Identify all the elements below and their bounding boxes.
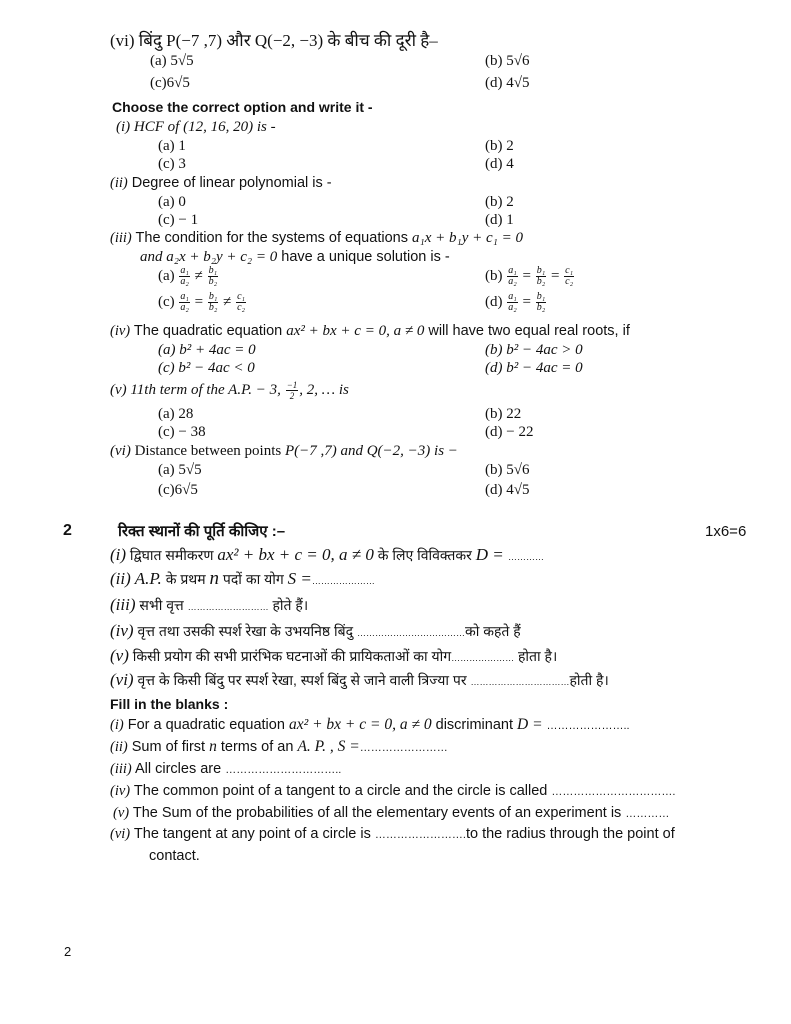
english-fill-iii <box>110 760 341 779</box>
english-fill-ii-math: n <box>209 738 217 755</box>
mcq-v-option-a: (a) 28 <box>158 406 194 422</box>
mcq-iii-option-a-label: (a) <box>158 267 175 284</box>
mcq-iii-option-c: (c) $\frac{\text{a₁}}{\text{a₂}}$ = $\frac{\text{b₁}}{\text{b₂}}$ ≠ $\frac{\text{c₁}}{\text{c₂}}$ <box>158 291 245 313</box>
english-fill-vi-continuation: contact. <box>149 848 200 864</box>
hindi-fill-ii-text2: पदों का योग <box>219 571 288 587</box>
mcq-v-option-c: (c) − 38 <box>158 424 206 440</box>
hindi-fill-iv-label: (iv) <box>110 621 134 640</box>
english-fill-ii-math2: A. P. , S = <box>297 738 360 755</box>
mcq-v-frac-den: 2 <box>289 391 295 401</box>
english-fill-iii-label: (iii) <box>110 761 132 777</box>
english-fill-v-blank[interactable]: ………… <box>625 808 670 820</box>
hindi-fill-vi <box>110 671 609 691</box>
english-fill-iv <box>110 782 675 801</box>
hindi-question-vi-stem: (vi) बिंदु P(−7 ,7) और Q(−2, −3) के बीच की दूरी है– <box>110 31 438 50</box>
english-fill-ii-label: (ii) <box>110 739 128 755</box>
mcq-iii-option-b: (b) $\frac{\text{a₁}}{\text{a₂}}$ = $\frac{\text{b₁}}{\text{b₂}}$ = $\frac{\text{c₁}}{\text{c₂}}$ <box>485 265 574 287</box>
english-fill-iii-blank[interactable]: ………………………….. <box>225 764 342 776</box>
question-2-marks: 1x6=6 <box>705 523 747 540</box>
english-fill-v-text: The Sum of the probabilities of all the elementary events of an experiment is <box>129 805 626 821</box>
question-2-number: 2 <box>63 522 72 539</box>
hindi-q-vi-option-a: (a) 5√5 <box>150 53 194 69</box>
hindi-fill-iv <box>110 622 521 642</box>
hindi-fill-vi-text2: होती है। <box>569 672 609 688</box>
hindi-fill-ii-blank[interactable]: ………………… <box>311 576 375 586</box>
hindi-fill-i-text: द्विघात समीकरण <box>126 547 218 563</box>
mcq-iv-stem <box>110 322 630 340</box>
mcq-iii-and: and <box>140 249 167 265</box>
fill-blanks-english-heading: Fill in the blanks : <box>110 696 229 712</box>
mcq-iii-text: The condition for the systems of equations <box>131 230 412 246</box>
hindi-fill-v-label: (v) <box>110 646 129 665</box>
english-fill-i-math2: D = <box>517 716 547 733</box>
hindi-q-vi-option-b: (b) 5√6 <box>485 53 530 69</box>
hindi-fill-iv-text: वृत्त तथा उसकी स्पर्श रेखा के उभयनिष्ठ बिंदु <box>133 623 357 639</box>
mcq-iv-text2: will have two equal real roots, if <box>424 323 630 339</box>
mcq-i-option-a: (a) 1 <box>158 138 186 154</box>
hindi-fill-v-text: किसी प्रयोग की सभी प्रारंभिक घटनाओं की प्रायिकताओं का योग <box>128 648 452 664</box>
english-fill-i-blank[interactable]: ………………….. <box>546 720 630 732</box>
english-fill-iv-text: The common point of a tangent to a circle and the circle is called <box>130 783 552 799</box>
hindi-fill-v-text2: होता है। <box>514 648 558 664</box>
mcq-ii-label: (ii) <box>110 175 128 191</box>
mcq-vi-option-a: (a) 5√5 <box>158 462 202 478</box>
hindi-fill-iv-blank[interactable]: ……………………………… <box>356 628 465 638</box>
mcq-i-stem: (i) HCF of (12, 16, 20) is - <box>116 119 276 135</box>
hindi-fill-ii-math3: S = <box>287 569 312 588</box>
mcq-i-option-c: (c) 3 <box>158 156 186 172</box>
mcq-iii-label: (iii) <box>110 230 132 246</box>
mcq-ii-option-c: (c) − 1 <box>158 212 199 228</box>
mcq-iv-option-d: (d) b² − 4ac = 0 <box>485 360 583 376</box>
english-fill-ii-text: Sum of first <box>127 739 210 755</box>
mcq-iv-option-c: (c) b² − 4ac < 0 <box>158 360 255 376</box>
english-fill-iv-blank[interactable]: ……………………………. <box>551 786 676 798</box>
english-fill-vi-text: The tangent at any point of a circle is <box>130 826 375 842</box>
english-fill-ii-text2: terms of an <box>216 739 298 755</box>
mcq-v-option-b: (b) 22 <box>485 406 522 422</box>
mcq-iii-option-c-label: (c) <box>158 293 175 310</box>
hindi-fill-i-math: ax² + bx + c = 0, a ≠ 0 <box>217 545 374 564</box>
hindi-fill-iii-label: (iii) <box>110 595 136 614</box>
mcq-english-heading: Choose the correct option and write it - <box>112 99 373 115</box>
hindi-fill-i <box>110 546 544 566</box>
mcq-iv-option-a: (a) b² + 4ac = 0 <box>158 342 256 358</box>
mcq-vi-option-d: (d) 4√5 <box>485 482 530 498</box>
mcq-v-option-d: (d) − 22 <box>485 424 534 440</box>
mcq-iv-text1: The quadratic equation <box>130 323 287 339</box>
english-fill-ii-blank[interactable]: …………………… <box>359 742 448 754</box>
english-fill-ii <box>110 738 448 757</box>
hindi-fill-ii-label: (ii) <box>110 569 131 588</box>
mcq-iv-option-b: (b) b² − 4ac > 0 <box>485 342 583 358</box>
mcq-iii-option-d: (d) $\frac{\text{a₁}}{\text{a₂}}$ = $\frac{\text{b₁}}{\text{b₂}}$ <box>485 291 546 313</box>
mcq-ii-option-b: (b) 2 <box>485 194 514 210</box>
english-fill-i-text: For a quadratic equation <box>123 717 289 733</box>
mcq-v-frac-num: −1 <box>286 380 298 390</box>
english-fill-v-label: (v) <box>113 805 130 821</box>
hindi-fill-vi-text: वृत्त के किसी बिंदु पर स्पर्श रेखा, स्पर्श बिंदु से जाने वाली त्रिज्या पर <box>133 672 471 688</box>
hindi-fill-v <box>110 647 557 667</box>
page-number: 2 <box>64 944 72 959</box>
mcq-iii-option-b-label: (b) <box>485 267 503 284</box>
english-fill-i <box>110 716 630 735</box>
mcq-ii-text: Degree of linear polynomial is - <box>127 175 332 191</box>
mcq-vi-stem <box>110 442 458 460</box>
english-fill-v <box>113 804 669 823</box>
hindi-fill-iii-text2: होते हैं। <box>268 597 309 613</box>
english-fill-vi-label: (vi) <box>110 826 131 842</box>
mcq-iii-option-a: (a) $\frac{\text{a₁}}{\text{a₂}}$ ≠ $\frac{\text{b₁}}{\text{b₂}}$ <box>158 265 218 287</box>
mcq-iv-equation: ax² + bx + c = 0, a ≠ 0 <box>286 323 425 339</box>
hindi-fill-v-blank[interactable]: ………………… <box>451 653 515 663</box>
mcq-iii-equation-2: a₂x + b₂y + c₂ = 0 <box>166 249 278 265</box>
english-fill-iv-label: (iv) <box>110 783 131 799</box>
mcq-ii-option-a: (a) 0 <box>158 194 186 210</box>
mcq-ii-stem <box>110 174 332 192</box>
mcq-i-option-d: (d) 4 <box>485 156 514 172</box>
mcq-iii-text2: have a unique solution is - <box>277 249 450 265</box>
hindi-fill-ii-math2: n <box>209 568 220 589</box>
question-2-heading-hindi: रिक्त स्थानों की पूर्ति कीजिए :– <box>118 523 286 540</box>
hindi-fill-i-math2: D = <box>475 545 509 564</box>
english-fill-vi <box>110 825 675 844</box>
hindi-fill-ii <box>110 570 375 590</box>
mcq-vi-option-b: (b) 5√6 <box>485 462 530 478</box>
english-fill-i-math: ax² + bx + c = 0, a ≠ 0 <box>288 716 432 733</box>
hindi-fill-i-blank[interactable]: ………… <box>508 552 545 562</box>
hindi-fill-iii-text: सभी वृत्त <box>135 597 188 613</box>
english-fill-i-label: (i) <box>110 717 124 733</box>
mcq-vi-option-c: (c)6√5 <box>158 482 198 498</box>
english-fill-vi-text2: to the radius through the point of <box>465 826 675 842</box>
mcq-iii-option-d-label: (d) <box>485 293 503 310</box>
mcq-vi-math: P(−7 ,7) and Q(−2, −3) is − <box>284 443 458 459</box>
mcq-v-part2: , 2, … is <box>299 381 349 398</box>
mcq-v-stem <box>110 380 349 401</box>
hindi-q-vi-option-c: (c)6√5 <box>150 75 190 91</box>
hindi-fill-i-label: (i) <box>110 545 127 564</box>
mcq-ii-option-d: (d) 1 <box>485 212 514 228</box>
hindi-fill-iii <box>110 596 308 616</box>
english-fill-iii-text: All circles are <box>131 761 226 777</box>
mcq-iii-stem-line2 <box>140 248 450 266</box>
mcq-iv-label: (iv) <box>110 323 131 339</box>
mcq-iii-stem-line1 <box>110 229 523 247</box>
hindi-q-vi-option-d: (d) 4√5 <box>485 75 530 91</box>
hindi-fill-iii-blank[interactable]: ……………………… <box>187 602 269 612</box>
hindi-fill-iv-text2: को कहते हैं <box>464 623 521 639</box>
mcq-i-option-b: (b) 2 <box>485 138 514 154</box>
hindi-fill-vi-label: (vi) <box>110 670 134 689</box>
mcq-v-part1: (v) 11th term of the A.P. − 3, <box>110 381 285 398</box>
english-fill-i-text2: discriminant <box>431 717 518 733</box>
hindi-fill-ii-text: के प्रथम <box>161 571 210 587</box>
mcq-vi-text: Distance between points <box>130 443 285 459</box>
english-fill-vi-blank[interactable]: ……………………. <box>374 829 466 841</box>
hindi-fill-vi-blank[interactable]: …………………………… <box>470 677 570 687</box>
hindi-fill-ii-math: A.P. <box>130 569 162 588</box>
hindi-fill-i-text2: के लिए विविक्तकर <box>373 547 476 563</box>
mcq-vi-label: (vi) <box>110 443 131 459</box>
mcq-iii-equation-1: a₁x + b₁y + c₁ = 0 <box>411 230 523 246</box>
